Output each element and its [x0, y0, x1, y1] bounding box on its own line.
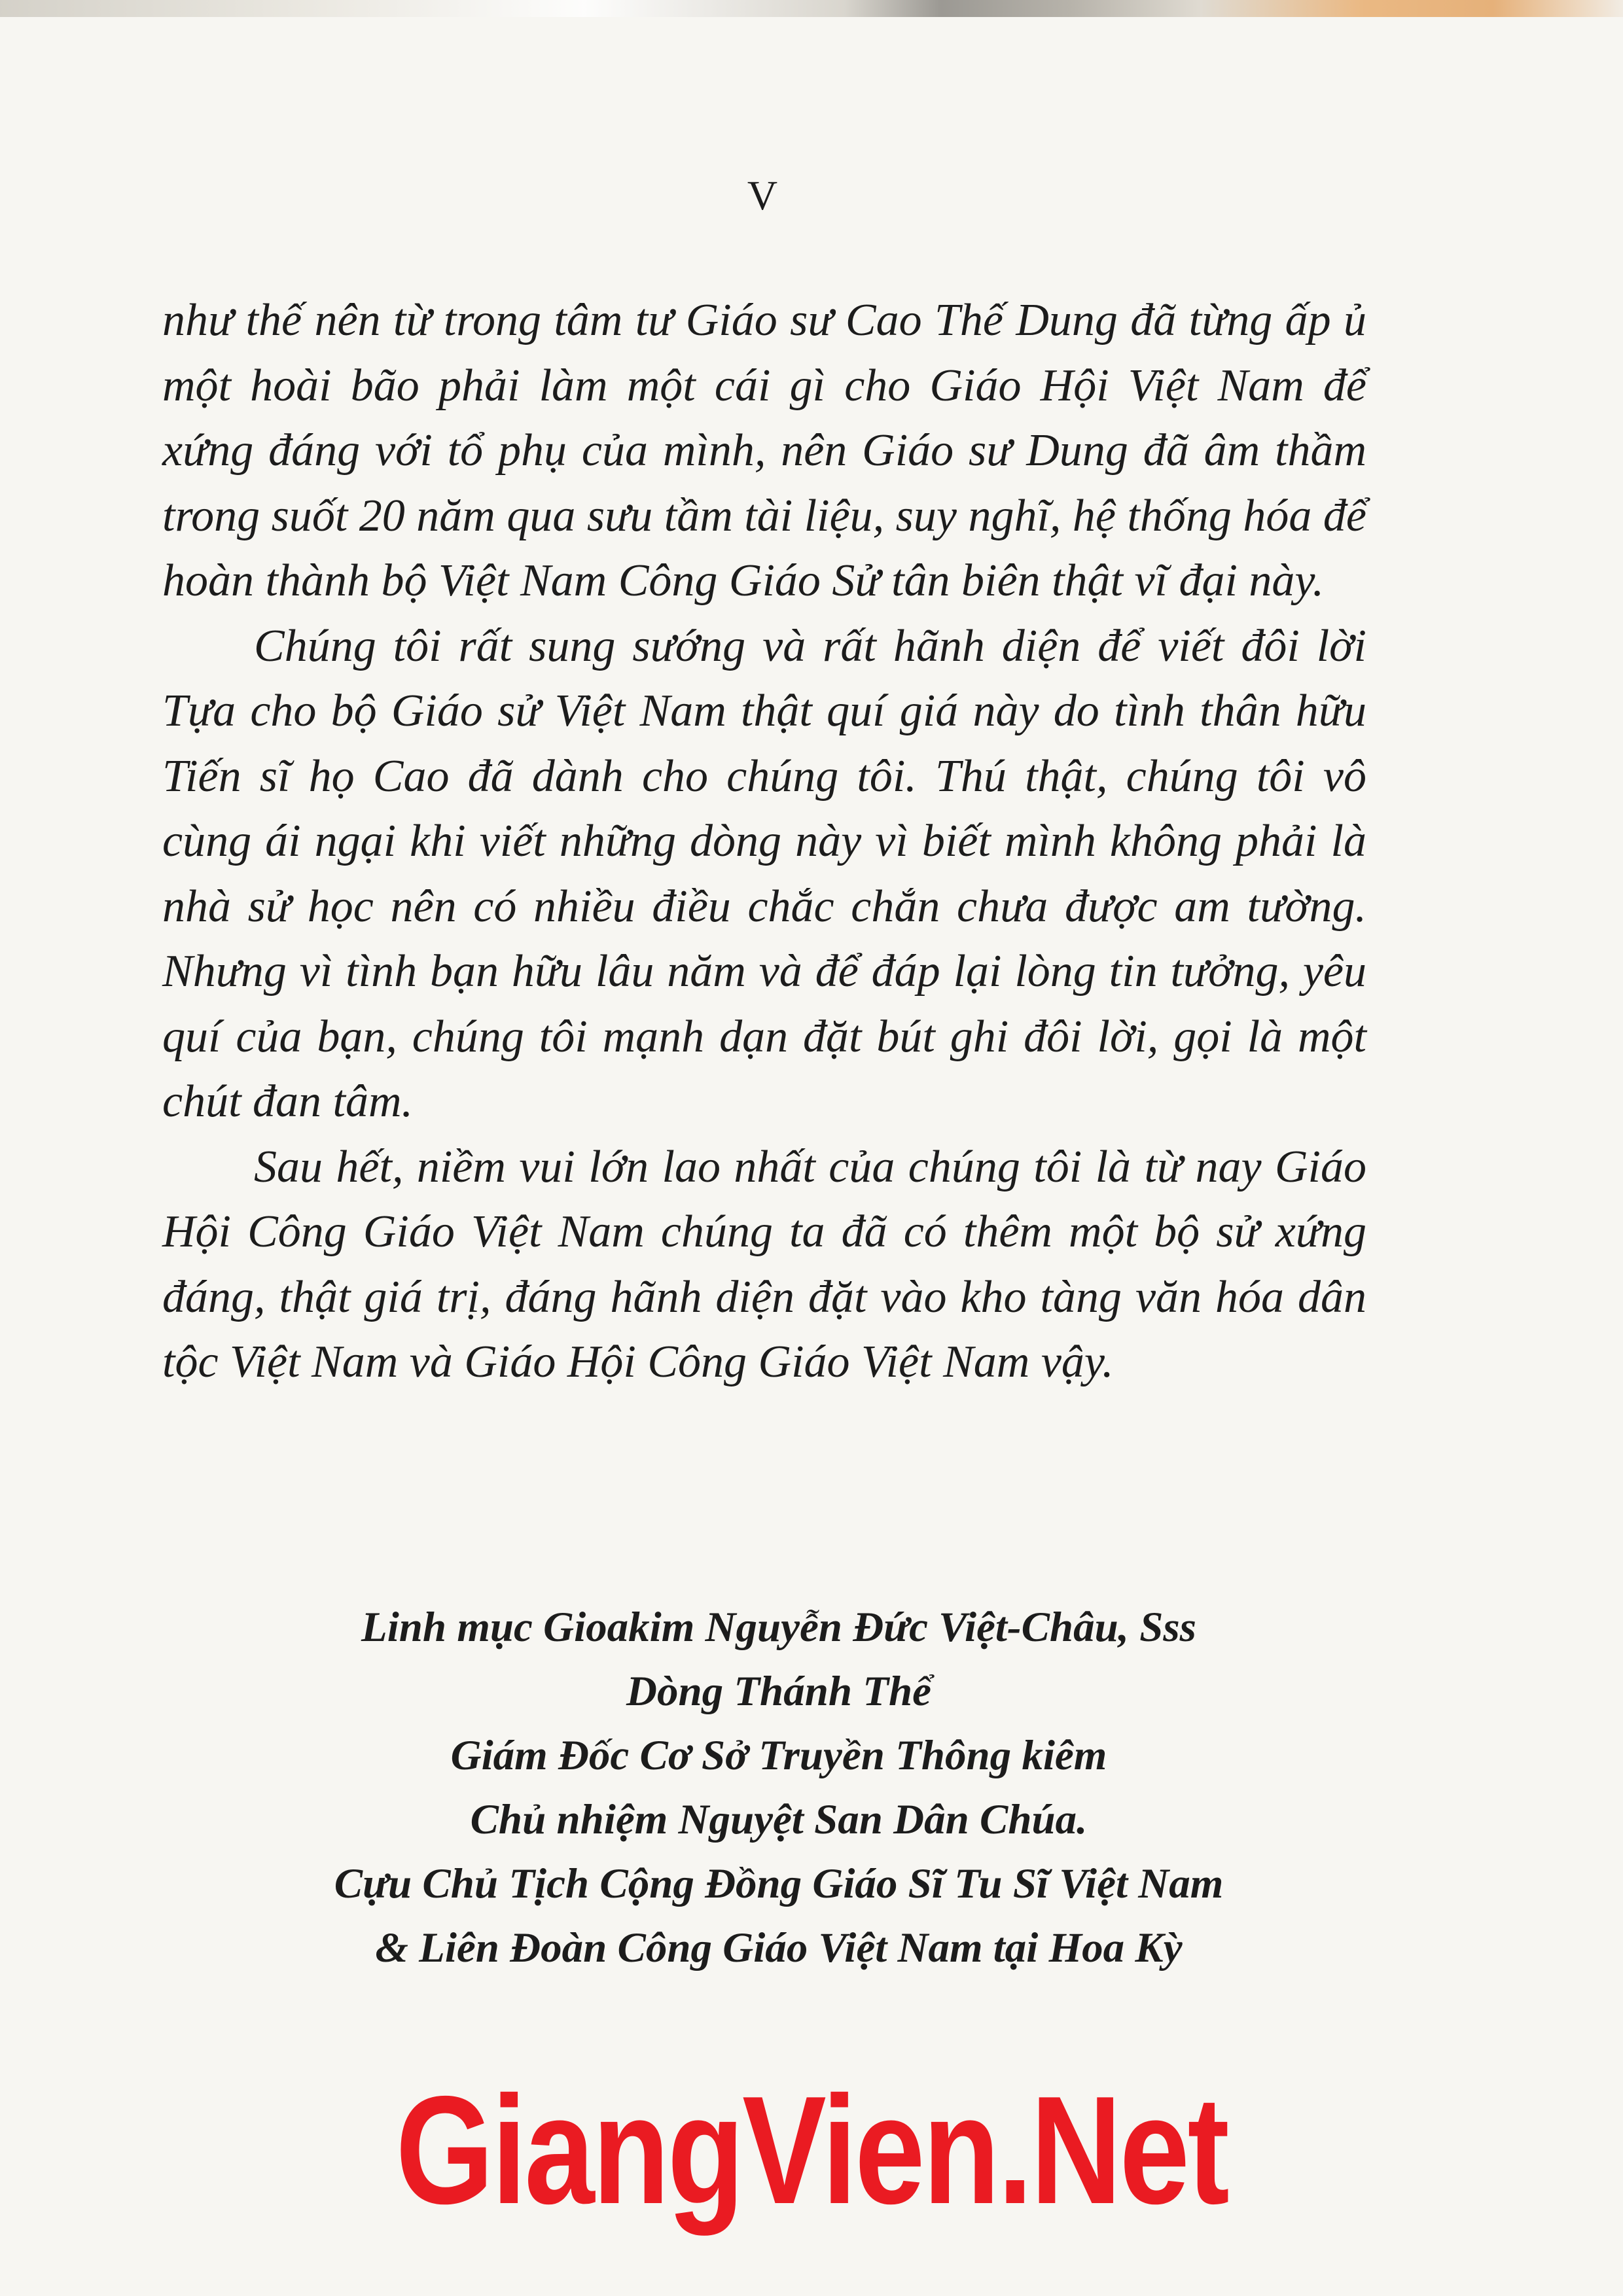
- signature-title-4: & Liên Đoàn Công Giáo Việt Nam tại Hoa Kỳ: [375, 1924, 1183, 1971]
- signature-title-1: Giám Đốc Cơ Sở Truyền Thông kiêm: [450, 1732, 1107, 1779]
- signature-title-2: Chủ nhiệm Nguyệt San Dân Chúa.: [470, 1796, 1088, 1843]
- signature-name: Linh mục Gioakim Nguyễn Đức Việt-Châu, Sss: [361, 1604, 1196, 1651]
- paragraph-1: như thế nên từ trong tâm tư Giáo sư Cao Thế Dung đã từng ấp ủ một hoài bão phải làm một cái gì cho Giáo Hội Việt Nam để xứng đáng với tổ phụ của mình, nên Giáo sư Dung đã âm thầm trong suốt 20 năm qua sưu tầm tài liệu, suy nghĩ, hệ thống hóa để hoàn thành bộ Việt Nam Công Giáo Sử tân biên thật vĩ đại này.: [162, 295, 1366, 606]
- body-text: [162, 288, 1366, 1395]
- signature-title-3: Cựu Chủ Tịch Cộng Đồng Giáo Sĩ Tu Sĩ Việt Nam: [334, 1860, 1224, 1907]
- signature-block: [196, 1595, 1361, 1980]
- paragraph-2: Chúng tôi rất sung sướng và rất hãnh diện để viết đôi lời Tựa cho bộ Giáo sử Việt Nam thật quí giá này do tình thân hữu Tiến sĩ họ Cao đã dành cho chúng tôi. Thú thật, chúng tôi vô cùng ái ngại khi viết những dòng này vì biết mình không phải là nhà sử học nên có nhiều điều chắc chắn chưa được am tường. Nhưng vì tình bạn hữu lâu năm và để đáp lại lòng tin tưởng, yêu quí của bạn, chúng tôi mạnh dạn đặt bút ghi đôi lời, gọi là một chút đan tâm.: [162, 620, 1366, 1127]
- signature-order: Dòng Thánh Thể: [626, 1668, 931, 1715]
- watermark: GiangVien.Net: [395, 2064, 1228, 2236]
- scan-edge-strip: [0, 0, 1623, 17]
- page-number: V: [747, 172, 778, 219]
- paragraph-3: Sau hết, niềm vui lớn lao nhất của chúng tôi là từ nay Giáo Hội Công Giáo Việt Nam chúng ta đã có thêm một bộ sử xứng đáng, thật giá trị, đáng hãnh diện đặt vào kho tàng văn hóa dân tộc Việt Nam và Giáo Hội Công Giáo Việt Nam vậy.: [162, 1141, 1366, 1387]
